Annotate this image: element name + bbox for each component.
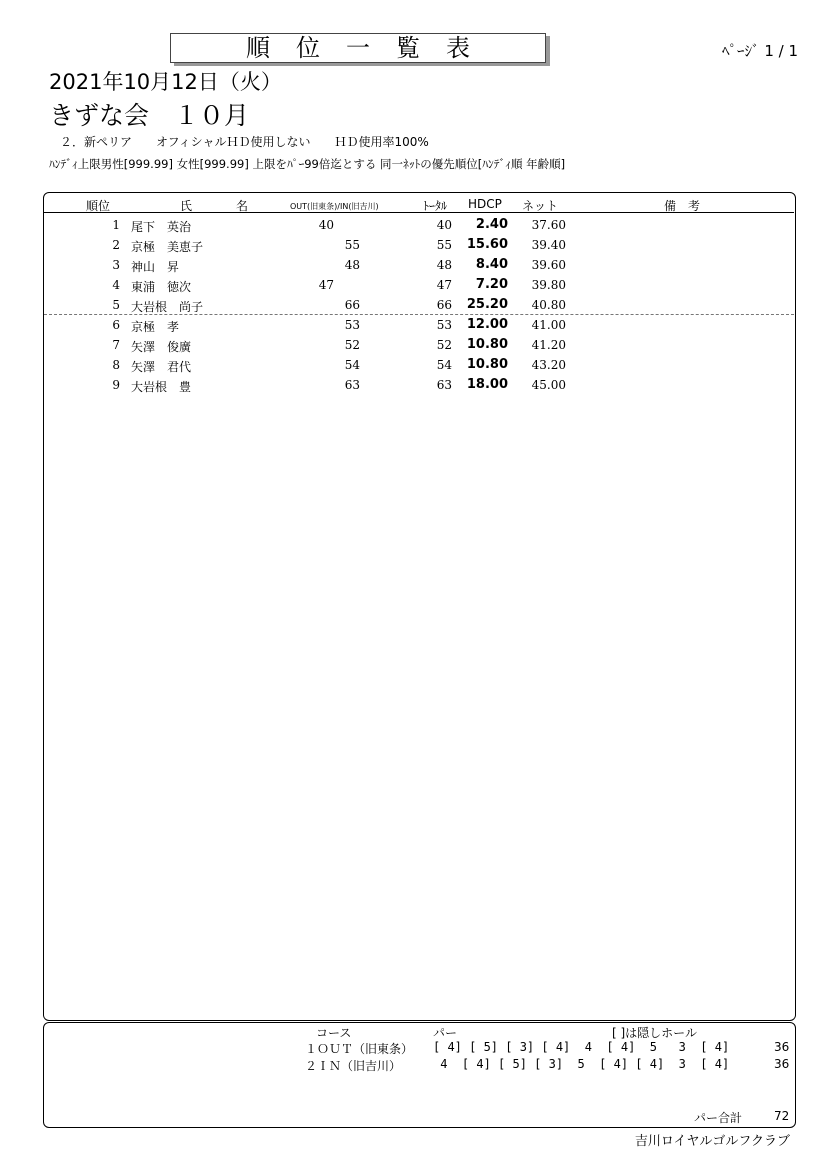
header-out: OUT(旧東条)/IN(旧吉川) [290, 202, 379, 211]
header-name-1: 氏 [180, 199, 193, 213]
table-row [0, 356, 826, 376]
page-title: 順位一覧表 [246, 34, 496, 62]
cell-total: 66 [436, 298, 452, 312]
cell-rank: 2 [112, 238, 120, 252]
cell-hdcp: 25.20 [466, 297, 508, 312]
cell-name: 東浦 徳次 [131, 280, 192, 294]
cell-total: 47 [436, 278, 452, 292]
condition-line-1: ２．新ペリア オフィシャルＨＤ使用しない ＨＤ使用率100% [60, 135, 429, 149]
cell-rank: 5 [112, 298, 120, 312]
cell-in: 52 [344, 338, 360, 352]
cell-hdcp: 12.00 [466, 317, 508, 332]
cell-hdcp: 7.20 [475, 277, 508, 292]
cell-name: 矢澤 俊廣 [131, 340, 192, 354]
cell-name: 京極 孝 [131, 320, 180, 334]
cell-rank: 8 [112, 358, 120, 372]
event-date: 2021年10月12日（火） [49, 70, 282, 94]
header-divider [44, 212, 794, 213]
hidden-hole-note: [ ]は隠しホール [612, 1026, 697, 1040]
cell-rank: 3 [112, 258, 120, 272]
cell-rank: 7 [112, 338, 120, 352]
cell-in: 53 [344, 318, 360, 332]
cell-out: 40 [318, 218, 334, 232]
cell-net: 37.60 [531, 218, 566, 232]
cell-name: 大岩根 豊 [131, 380, 192, 394]
par-total-value: 72 [774, 1109, 790, 1123]
cell-hdcp: 10.80 [466, 357, 508, 372]
cell-name: 尾下 英治 [131, 220, 192, 234]
cell-total: 48 [436, 258, 452, 272]
cell-in: 54 [344, 358, 360, 372]
cell-name: 大岩根 尚子 [131, 300, 204, 314]
cell-in: 63 [344, 378, 360, 392]
cell-hdcp: 18.00 [466, 377, 508, 392]
header-total: ﾄｰﾀﾙ [423, 199, 448, 213]
table-row [0, 296, 826, 316]
cell-in: 55 [344, 238, 360, 252]
cell-total: 55 [436, 238, 452, 252]
cell-total: 54 [436, 358, 452, 372]
table-row [0, 256, 826, 276]
cell-hdcp: 15.60 [466, 237, 508, 252]
cell-rank: 6 [112, 318, 120, 332]
header-rank: 順位 [86, 199, 111, 213]
condition-line-2: ﾊﾝﾃﾞｨ上限男性[999.99] 女性[999.99] 上限をﾊﾟｰ99倍迄とする 同一ﾈｯﾄの優先順位[ﾊﾝﾃﾞｨ順 年齢順] [49, 157, 566, 171]
course-label: コース [316, 1026, 352, 1040]
table-row [0, 216, 826, 236]
cell-hdcp: 8.40 [475, 257, 508, 272]
cell-hdcp: 2.40 [475, 217, 508, 232]
header-hdcp: HDCP [468, 197, 502, 211]
cell-net: 39.60 [531, 258, 566, 272]
cell-rank: 1 [112, 218, 120, 232]
course-2-pars: 4 [ 4] [ 5] [ 3] 5 [ 4] [ 4] 3 [ 4] [433, 1057, 730, 1071]
header-name-2: 名 [236, 199, 249, 213]
title-box [170, 33, 546, 63]
table-row [0, 376, 826, 396]
cell-net: 43.20 [531, 358, 566, 372]
event-name: きずな会 １０月 [49, 101, 250, 130]
cell-name: 神山 昇 [131, 260, 180, 274]
cell-net: 45.00 [531, 378, 566, 392]
cell-in: 48 [344, 258, 360, 272]
cell-hdcp: 10.80 [466, 337, 508, 352]
cell-out: 47 [318, 278, 334, 292]
course-2-total: 36 [774, 1057, 790, 1071]
cell-total: 63 [436, 378, 452, 392]
table-row [0, 236, 826, 256]
table-row [0, 276, 826, 296]
cell-total: 52 [436, 338, 452, 352]
header-remarks: 備 考 [664, 199, 701, 213]
cell-in: 66 [344, 298, 360, 312]
cell-rank: 9 [112, 378, 120, 392]
cell-net: 41.00 [531, 318, 566, 332]
header-net: ネット [522, 199, 559, 213]
cell-net: 39.80 [531, 278, 566, 292]
par-total-label: パー合計 [694, 1111, 743, 1125]
club-name: 吉川ロイヤルゴルフクラブ [634, 1134, 790, 1149]
cell-net: 41.20 [531, 338, 566, 352]
par-label: パー [433, 1026, 458, 1040]
course-1-pars: [ 4] [ 5] [ 3] [ 4] 4 [ 4] 5 3 [ 4] [433, 1040, 730, 1054]
course-1-name: １ＯＵＴ（旧東条） [305, 1042, 414, 1056]
page-number: ﾍﾟｰｼﾞ 1 / 1 [722, 42, 798, 60]
table-row [0, 336, 826, 356]
cell-total: 53 [436, 318, 452, 332]
cell-name: 矢澤 君代 [131, 360, 192, 374]
course-1-total: 36 [774, 1040, 790, 1054]
cell-net: 40.80 [531, 298, 566, 312]
cell-total: 40 [436, 218, 452, 232]
cell-rank: 4 [112, 278, 120, 292]
table-row [0, 316, 826, 336]
course-2-name: ２ＩＮ（旧吉川） [305, 1059, 402, 1073]
cell-net: 39.40 [531, 238, 566, 252]
cell-name: 京極 美恵子 [131, 240, 204, 254]
